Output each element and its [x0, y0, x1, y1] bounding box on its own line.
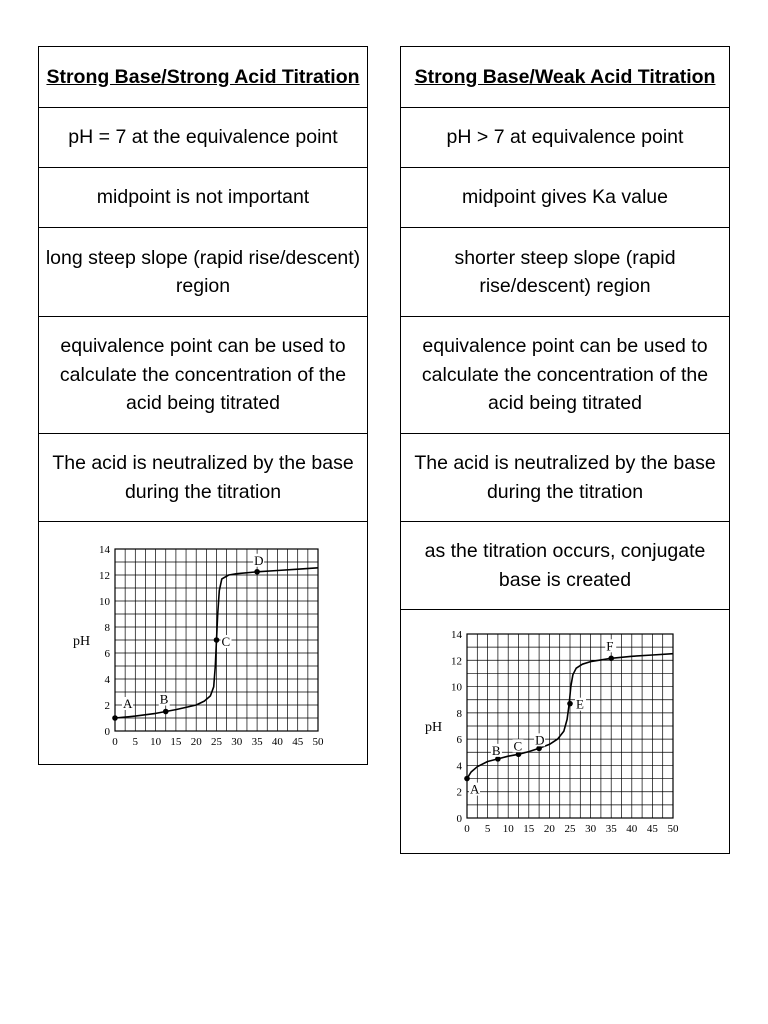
point-label-e: E — [576, 696, 584, 712]
point-f — [608, 655, 614, 661]
point-b — [163, 708, 169, 714]
weak-acid-titration-chart — [401, 611, 729, 853]
y-tick-label: 4 — [104, 673, 110, 686]
strong-acid-title: Strong Base/Strong Acid Titration — [39, 47, 367, 108]
y-tick-label: 8 — [456, 707, 462, 720]
y-tick-label: 2 — [104, 699, 110, 712]
x-tick-label: 25 — [564, 822, 576, 835]
x-tick-label: 30 — [585, 822, 597, 835]
weak-acid-row-6: as the titration occurs, conjugate base is created — [401, 522, 729, 610]
point-d — [254, 568, 260, 574]
weak-acid-row-5: The acid is neutralized by the base during the titration — [401, 434, 729, 522]
x-tick-label: 0 — [464, 822, 470, 835]
weak-acid-row-2: midpoint gives Ka value — [401, 168, 729, 228]
point-a — [464, 775, 470, 781]
x-tick-label: 15 — [523, 822, 535, 835]
strong-acid-titration-chart — [39, 523, 367, 764]
y-tick-label: 12 — [99, 569, 110, 582]
x-tick-label: 5 — [484, 822, 491, 835]
x-tick-label: 50 — [312, 735, 324, 748]
y-axis-label: pH — [425, 719, 443, 735]
x-tick-label: 45 — [292, 735, 304, 748]
y-tick-label: 0 — [104, 725, 110, 738]
point-label-c: C — [221, 633, 231, 649]
weak-acid-graph-cell — [401, 610, 729, 854]
strong-acid-graph-cell — [39, 522, 367, 765]
point-label-a: A — [470, 781, 480, 797]
point-c — [214, 637, 220, 643]
x-tick-label: 30 — [231, 735, 243, 748]
weak-acid-row-4: equivalence point can be used to calculate the concentration of the acid being titrated — [401, 317, 729, 434]
y-tick-label: 2 — [456, 786, 462, 799]
weak-acid-row-1: pH > 7 at equivalence point — [401, 108, 729, 168]
y-tick-label: 14 — [99, 543, 110, 556]
y-tick-label: 14 — [451, 628, 462, 641]
x-tick-label: 45 — [646, 822, 658, 835]
point-label-b: B — [491, 742, 501, 758]
strong-acid-row-4: equivalence point can be used to calculate the concentration of the acid being titrated — [39, 317, 367, 434]
x-tick-label: 10 — [502, 822, 514, 835]
strong-acid-table — [38, 46, 368, 765]
y-tick-label: 10 — [99, 595, 110, 608]
point-label-d: D — [254, 552, 264, 568]
weak-acid-title: Strong Base/Weak Acid Titration — [401, 47, 729, 108]
x-tick-label: 20 — [190, 735, 202, 748]
y-tick-label: 12 — [451, 654, 462, 667]
point-a — [112, 715, 118, 721]
x-tick-label: 10 — [150, 735, 162, 748]
point-label-d: D — [535, 731, 545, 747]
x-tick-label: 0 — [112, 735, 118, 748]
y-tick-label: 4 — [456, 759, 462, 772]
y-tick-label: 10 — [451, 681, 462, 694]
x-tick-label: 20 — [543, 822, 555, 835]
y-tick-label: 6 — [456, 733, 462, 746]
x-tick-label: 15 — [170, 735, 182, 748]
y-tick-label: 8 — [104, 621, 110, 634]
strong-acid-row-5: The acid is neutralized by the base during the titration — [39, 434, 367, 522]
strong-acid-row-1: pH = 7 at the equivalence point — [39, 108, 367, 168]
strong-acid-row-3: long steep slope (rapid rise/descent) region — [39, 228, 367, 317]
weak-acid-table — [400, 46, 730, 854]
strong-acid-row-2: midpoint is not important — [39, 168, 367, 228]
y-tick-label: 6 — [104, 647, 110, 660]
x-tick-label: 25 — [211, 735, 222, 748]
point-label-c: C — [513, 737, 523, 753]
weak-acid-row-3: shorter steep slope (rapid rise/descent) region — [401, 228, 729, 317]
x-tick-label: 40 — [626, 822, 638, 835]
point-label-f: F — [606, 637, 614, 653]
x-tick-label: 5 — [132, 735, 139, 748]
y-axis-label: pH — [73, 633, 91, 649]
point-label-b: B — [159, 691, 169, 706]
chart-grid — [467, 634, 673, 818]
point-e — [567, 700, 573, 706]
x-tick-label: 50 — [667, 822, 679, 835]
x-tick-label: 35 — [605, 822, 617, 835]
x-tick-label: 35 — [251, 735, 263, 748]
y-tick-label: 0 — [456, 812, 462, 825]
point-label-a: A — [123, 695, 133, 711]
x-tick-label: 40 — [271, 735, 283, 748]
